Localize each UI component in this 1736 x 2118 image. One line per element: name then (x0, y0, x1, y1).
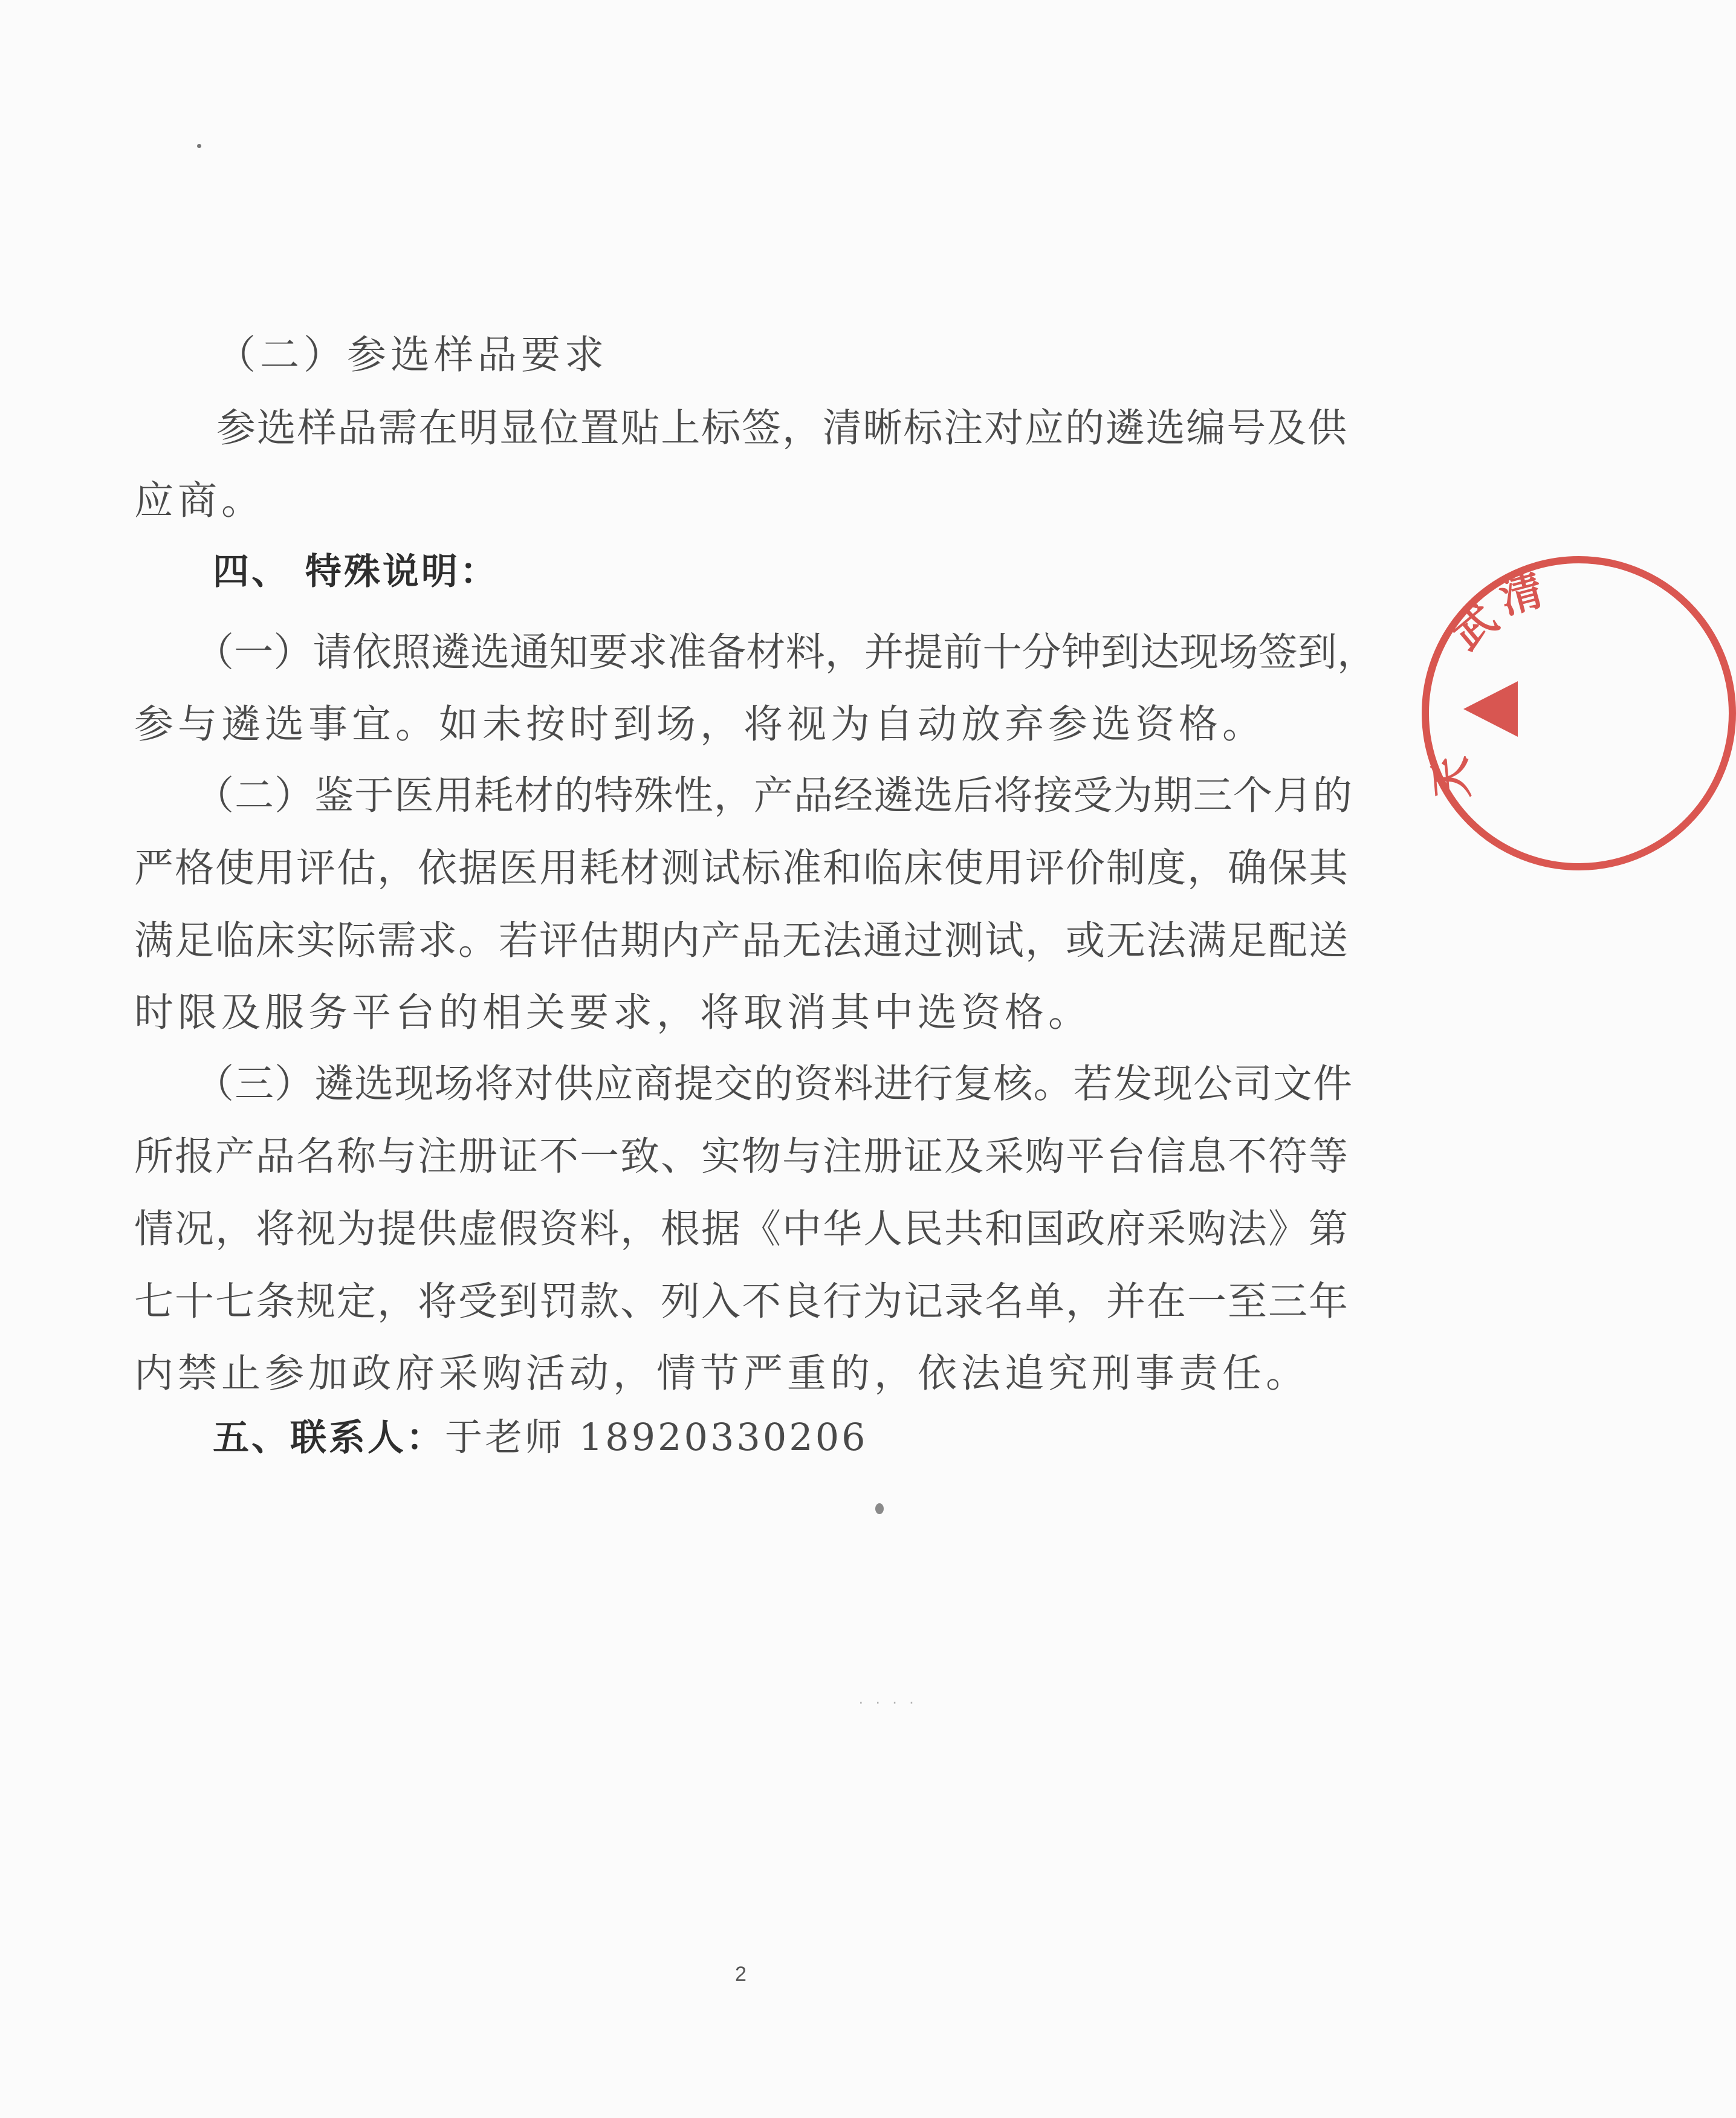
seal-char-qing: 清 (1494, 564, 1549, 624)
special-notes-item3-line-3: 情况，将视为提供虚假资料，根据《中华人民共和国政府采购法》第 (134, 1206, 1348, 1252)
special-notes-item2-line-4: 时限及服务平台的相关要求，将取消其中选资格。 (134, 990, 1092, 1035)
scan-speck (197, 144, 201, 148)
seal-char-wu: 武 (1442, 594, 1507, 659)
seal-char-tian: 天 (1424, 754, 1478, 802)
special-notes-item1-line-2: 参与遴选事宜。如未按时到场，将视为自动放弃参选资格。 (134, 702, 1266, 747)
special-notes-item2-line-2: 严格使用评估，依据医用耗材测试标准和临床使用评价制度，确保其 (134, 846, 1348, 891)
special-notes-item3-line-2: 所报产品名称与注册证不一致、实物与注册证及采购平台信息不符等 (134, 1134, 1348, 1179)
scan-dashes: · · · · (858, 1692, 918, 1711)
seal-star-icon (1463, 681, 1518, 737)
special-notes-item1-line-1: （一）请依照遴选通知要求准备材料，并提前十分钟到达现场签到， (195, 630, 1376, 675)
scan-speck (875, 1503, 884, 1514)
contact-value: 于老师 18920330206 (445, 1415, 868, 1459)
contact-line (213, 1410, 868, 1466)
special-notes-item2-line-3: 满足临床实际需求。若评估期内产品无法通过测试，或无法满足配送 (134, 918, 1348, 963)
page-number: 2 (735, 1963, 747, 1986)
official-seal (1422, 556, 1736, 870)
sample-requirements-subtitle: （二）参选样品要求 (216, 332, 609, 378)
special-notes-item2-line-1: （二）鉴于医用耗材的特殊性，产品经遴选后将接受为期三个月的 (195, 773, 1352, 818)
special-notes-item3-line-4: 七十七条规定，将受到罚款、列入不良行为记录名单，并在一至三年 (134, 1279, 1348, 1324)
special-notes-heading: 四、 特殊说明： (213, 551, 499, 593)
special-notes-item3-line-5: 内禁止参加政府采购活动，情节严重的，依法追究刑事责任。 (134, 1351, 1310, 1396)
sample-requirements-line-1: 参选样品需在明显位置贴上标签，清晰标注对应的遴选编号及供 (216, 406, 1347, 451)
contact-heading: 五、联系人： (213, 1417, 445, 1459)
special-notes-item3-line-1: （三）遴选现场将对供应商提交的资料进行复核。若发现公司文件 (195, 1061, 1352, 1107)
sample-requirements-line-2: 应商。 (134, 478, 265, 523)
